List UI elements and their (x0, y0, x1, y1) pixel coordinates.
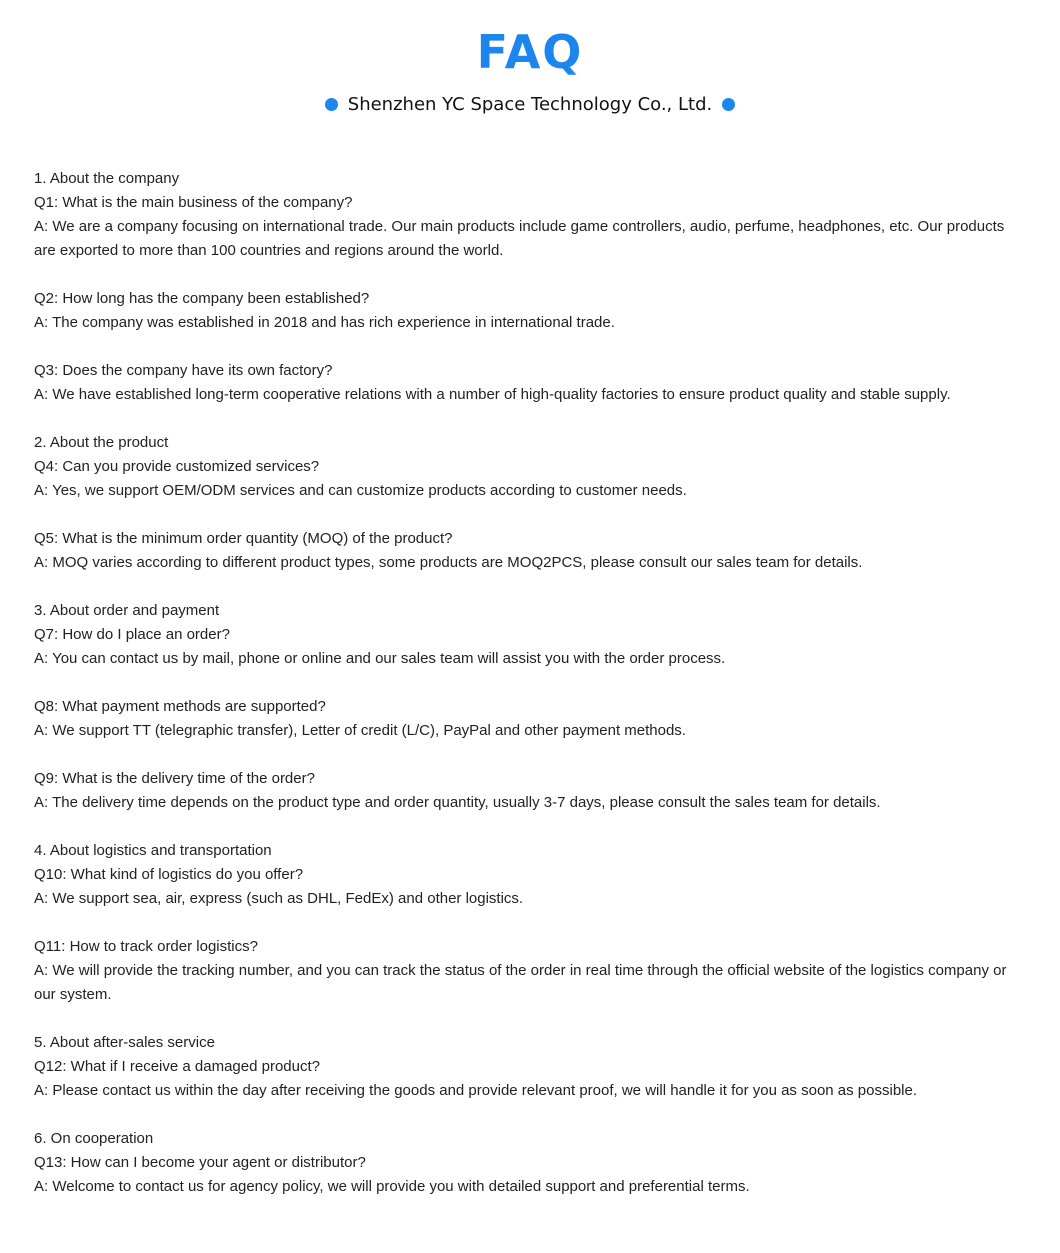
section-heading: 6. On cooperation (34, 1130, 154, 1147)
faq-question: Q9: What is the delivery time of the order? (34, 770, 315, 787)
faq-answer: A: Please contact us within the day after receiving the goods and provide relevant proof, we will handle it for you as soon as possible. (34, 1082, 918, 1099)
company-name: Shenzhen YC Space Technology Co., Ltd. (347, 93, 713, 115)
faq-question: Q3: Does the company have its own factory? (34, 362, 333, 379)
faq-answer: A: You can contact us by mail, phone or online and our sales team will assist you with the order process. (34, 650, 726, 667)
faq-answer: A: We will provide the tracking number, and you can track the status of the order in real time through the official website of the logistics company or our system. (34, 962, 1007, 1003)
spacer (34, 503, 1024, 527)
section-heading: 4. About logistics and transportation (34, 842, 272, 859)
section-heading: 2. About the product (34, 434, 169, 451)
faq-answer: A: The company was established in 2018 and has rich experience in international trade. (34, 314, 615, 331)
faq-answer: A: MOQ varies according to different product types, some products are MOQ2PCS, please consult our sales team for details. (34, 554, 863, 571)
faq-answer: A: We support sea, air, express (such as DHL, FedEx) and other logistics. (34, 890, 524, 907)
faq-question: Q1: What is the main business of the company? (34, 194, 353, 211)
faq-question: Q5: What is the minimum order quantity (MOQ) of the product? (34, 530, 453, 547)
faq-answer: A: Welcome to contact us for agency policy, we will provide you with detailed support and preferential terms. (34, 1178, 750, 1195)
faq-answer: A: Yes, we support OEM/ODM services and can customize products according to customer needs. (34, 482, 687, 499)
faq-question: Q8: What payment methods are supported? (34, 698, 326, 715)
faq-answer: A: We have established long-term cooperative relations with a number of high-quality factories to ensure product quality and stable supply. (34, 386, 951, 403)
faq-answer: A: We are a company focusing on international trade. Our main products include game controllers, audio, perfume, headphones, etc. Our products are exported to more than 100 countries and regions around the world. (34, 218, 1005, 259)
bullet-dot-icon (722, 98, 735, 111)
section-heading: 3. About order and payment (34, 602, 220, 619)
spacer (34, 407, 1024, 431)
spacer (34, 1103, 1024, 1127)
bullet-dot-icon (325, 98, 338, 111)
spacer (34, 575, 1024, 599)
spacer (34, 1007, 1024, 1031)
spacer (34, 335, 1024, 359)
section-heading: 5. About after-sales service (34, 1034, 215, 1051)
section-heading: 1. About the company (34, 170, 180, 187)
faq-question: Q12: What if I receive a damaged product? (34, 1058, 320, 1075)
spacer (34, 815, 1024, 839)
faq-question: Q13: How can I become your agent or distributor? (34, 1154, 366, 1171)
subtitle-row (0, 90, 1060, 118)
spacer (34, 671, 1024, 695)
page-title: FAQ (476, 25, 584, 79)
spacer (34, 263, 1024, 287)
spacer (34, 743, 1024, 767)
faq-question: Q11: How to track order logistics? (34, 938, 258, 955)
spacer (34, 911, 1024, 935)
faq-answer: A: The delivery time depends on the product type and order quantity, usually 3-7 days, please consult the sales team for details. (34, 794, 881, 811)
faq-question: Q2: How long has the company been established? (34, 290, 370, 307)
faq-question: Q10: What kind of logistics do you offer? (34, 866, 304, 883)
faq-content (34, 167, 1024, 1199)
faq-answer: A: We support TT (telegraphic transfer), Letter of credit (L/C), PayPal and other payment methods. (34, 722, 686, 739)
faq-question: Q4: Can you provide customized services? (34, 458, 320, 475)
faq-question: Q7: How do I place an order? (34, 626, 230, 643)
